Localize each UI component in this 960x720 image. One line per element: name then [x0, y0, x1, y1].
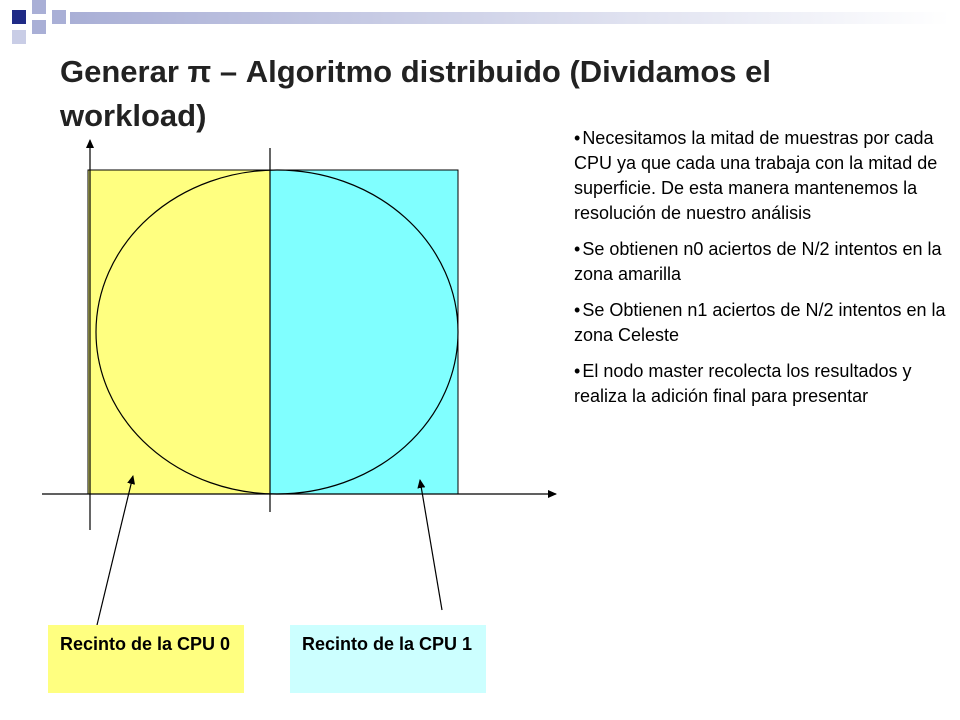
arrow-cpu0 — [97, 476, 133, 625]
bullet-item: • Necesitamos la mitad de muestras por cada CPU ya que cada una trabaja con la mitad de superficie. De esta manera mantenemos la resolución de nuestro análisis — [574, 128, 938, 223]
bullet-list — [574, 126, 946, 420]
bullet-item: • El nodo master recolecta los resultados y realiza la adición final para presentar — [574, 361, 912, 406]
bullet-item: • Se Obtienen n1 aciertos de N/2 intentos en la zona Celeste — [574, 300, 946, 345]
bullet-item: • Se obtienen n0 aciertos de N/2 intentos en la zona amarilla — [574, 239, 942, 284]
cyan-zone-cpu1 — [270, 170, 458, 494]
arrow-cpu1 — [420, 480, 442, 610]
label-cpu1: Recinto de la CPU 1 — [290, 625, 486, 693]
slide-title: Generar π – Algoritmo distribuido (Dividamos el workload) — [60, 54, 772, 133]
label-cpu0: Recinto de la CPU 0 — [48, 625, 244, 693]
yellow-zone-cpu0 — [88, 170, 270, 494]
